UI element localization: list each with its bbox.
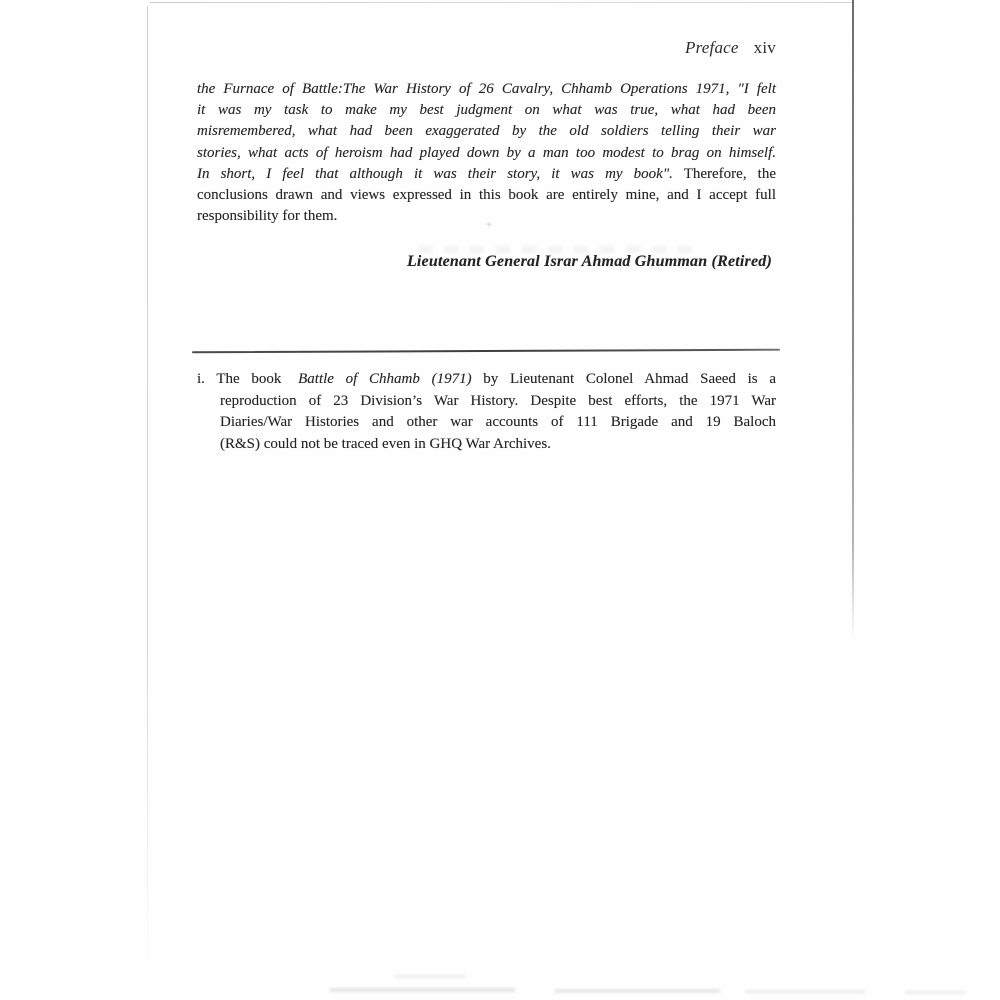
paragraph-text: responsibility for them.	[197, 208, 338, 225]
paragraph-line	[197, 100, 776, 121]
footnote-text: by Lieutenant Colonel Ahmad Saeed is a	[483, 371, 777, 387]
book-title: Battle of Chhamb (1971)	[298, 371, 472, 387]
paragraph-text: misremembered, what had been exaggerated by the old soldiers telling their war	[197, 123, 776, 140]
paragraph-text: stories, what acts of heroism had played down by a man too modest to brag on himself.	[197, 144, 776, 161]
footnote-text: Diaries/War Histories and other war accounts of 111 Brigade and 19 Baloch	[220, 414, 776, 430]
paragraph-line	[197, 185, 776, 206]
paragraph-text: conclusions drawn and views expressed in this book are entirely mine, and I accept full	[197, 187, 776, 204]
scan-noise-smudge	[745, 990, 865, 993]
scan-noise-smudge	[905, 991, 965, 994]
paragraph-text: In short, I feel that although it was their story, it was my book".	[197, 165, 673, 182]
scan-noise-smudge	[395, 975, 465, 978]
footnote-text: reproduction of 23 Division’s War History. Despite best efforts, the 1971 War	[220, 392, 776, 409]
scan-noise-smudge	[555, 989, 720, 993]
footnote-marker: i.	[197, 371, 205, 387]
paragraph-text: Therefore, the	[683, 165, 776, 182]
scan-noise-smudge	[330, 988, 515, 992]
scan-bleedthrough	[418, 246, 698, 253]
page-number: xiv	[753, 38, 776, 57]
footnote-line	[220, 434, 776, 456]
paragraph-text: it was my task to make my best judgment on what was true, what had been	[197, 102, 776, 119]
footnote-line	[220, 391, 776, 413]
preface-paragraph	[197, 79, 776, 227]
paragraph-line	[197, 143, 776, 164]
scan-noise-mark: +	[486, 219, 493, 231]
page-right-edge	[852, 0, 854, 640]
footnote	[197, 369, 776, 455]
page-left-edge	[147, 6, 148, 968]
paragraph-line	[197, 164, 776, 185]
paragraph-text: the Furnace of Battle:The War History of 26 Cavalry, Chhamb Operations 1971, "I felt	[197, 81, 776, 97]
chapter-title: Preface	[685, 38, 739, 57]
footnote-text: The book	[216, 371, 282, 387]
paragraph-line	[197, 121, 776, 142]
page-top-edge	[150, 2, 853, 3]
author-signature: Lieutenant General Israr Ahmad Ghumman (Retired)	[406, 253, 772, 270]
footnote-text: (R&S) could not be traced even in GHQ War Archives.	[220, 435, 551, 452]
footnote-separator-rule	[192, 349, 780, 354]
running-header	[197, 38, 776, 58]
footnote-line	[197, 369, 776, 391]
footnote-line	[220, 412, 776, 434]
paragraph-line	[197, 79, 776, 100]
